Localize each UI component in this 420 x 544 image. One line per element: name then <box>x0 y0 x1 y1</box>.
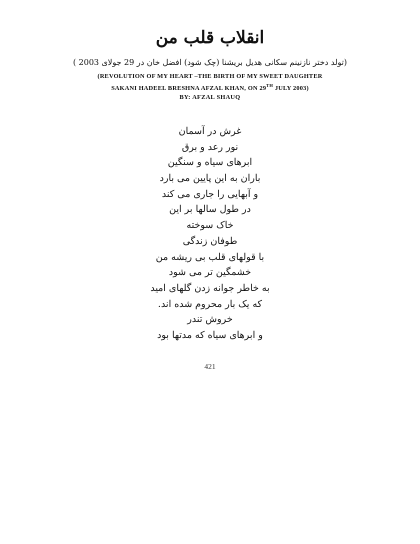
persian-subtitle: (تولد دختر نازنینم سکانی هدیل بریشنا (چک شود) افضل خان در 29 جولای 2003 ) <box>72 58 348 67</box>
ordinal-suffix: TH <box>266 82 274 88</box>
poem-line: در طول سالها بر این <box>169 204 251 216</box>
english-subtitle-line-2 <box>40 82 380 94</box>
poem-body <box>100 124 320 344</box>
english-subtitle-line-2-start: SAKANI HADEEL BRESHNA AFZAL KHAN, ON 29 <box>111 84 267 92</box>
english-subtitle-line-2-end: JULY 2003) <box>273 84 309 92</box>
poem-line: و آبهایی را جاری می کند <box>161 188 259 200</box>
poem-title: انقلاب قلب من <box>155 28 265 48</box>
poem-line: خروش تندر <box>187 314 233 326</box>
poem-line: خشمگین تر می شود <box>168 267 252 279</box>
poem-line: غرش در آسمان <box>178 126 242 137</box>
poem-line: و ابرهای سیاه که مدتها بود <box>157 329 263 341</box>
poem-line: باران به این پایین می بارد <box>159 173 261 185</box>
poem-line: به خاطر جوانه زدن گلهای امید <box>150 282 270 294</box>
page-number: 421 <box>204 362 216 371</box>
poem-line: با قولهای قلب بی ریشه من <box>155 251 265 263</box>
poem-line: نور رعد و برق <box>181 141 239 153</box>
poem-line: طوفان زندگی <box>182 235 238 247</box>
author-credit: BY: AFZAL SHAUQ <box>179 94 241 101</box>
english-subtitle-line-1: (REVOLUTION OF MY HEART –THE BIRTH OF MY SWEET DAUGHTER <box>97 73 323 80</box>
poem-line: ابرهای سیاه و سنگین <box>167 157 253 169</box>
poem-line: خاک سوخته <box>186 220 234 232</box>
english-subtitle <box>40 73 380 93</box>
poem-line: که یک بار محروم شده اند. <box>157 298 263 310</box>
